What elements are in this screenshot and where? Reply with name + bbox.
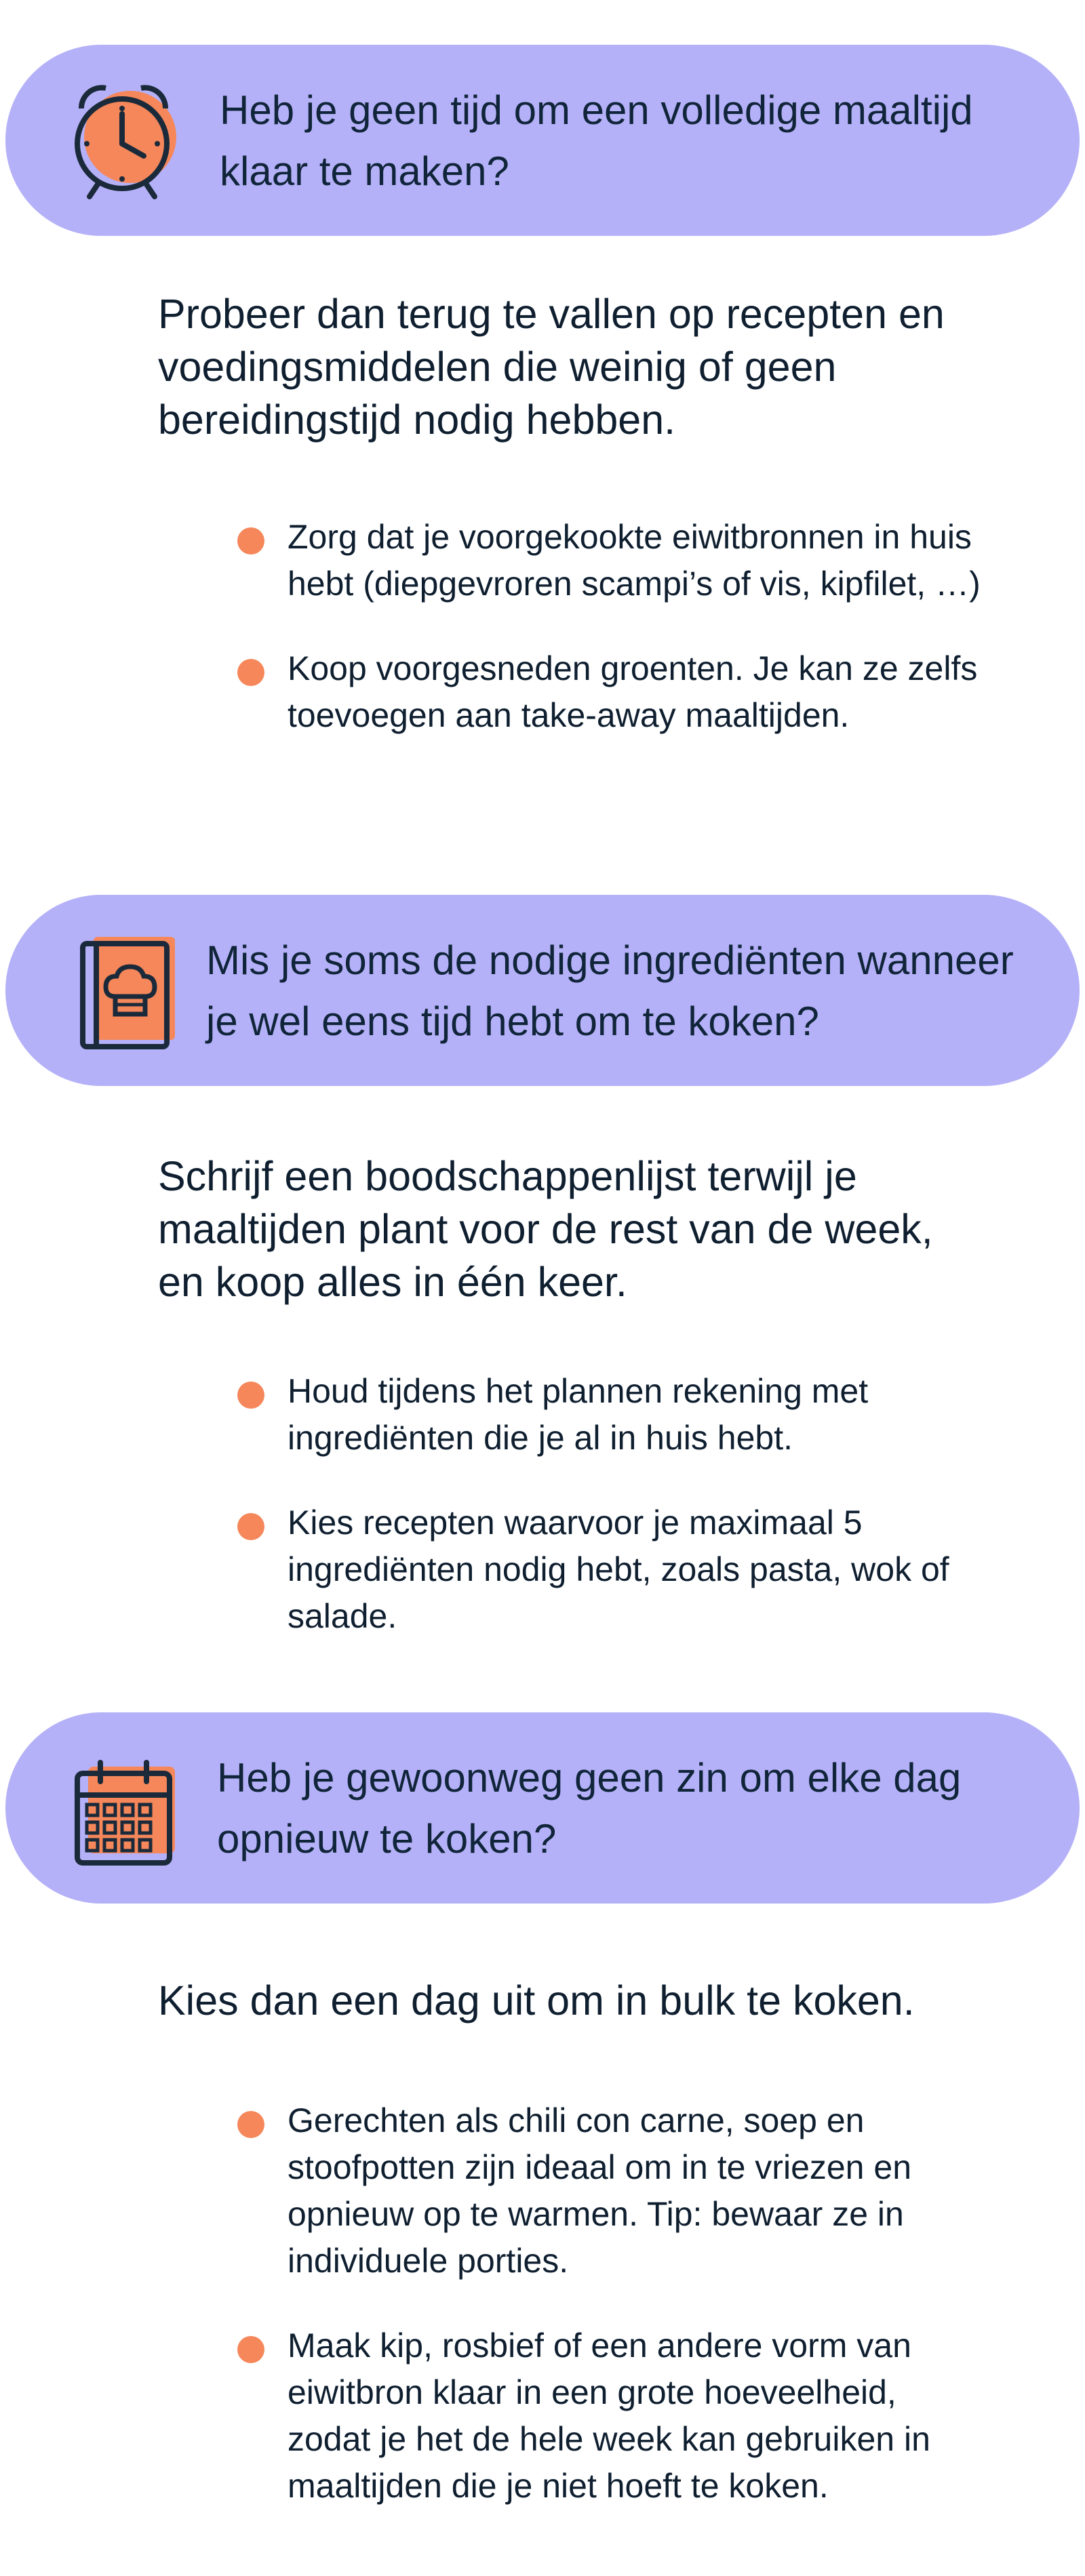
section-3-banner — [5, 1712, 1080, 1904]
bullet-text: Zorg dat je voorgekookte eiwitbronnen in huis hebt (diepgevroren scampi’s of vis, kipfilet, …) — [288, 518, 981, 603]
bullet-text: Kies recepten waarvoor je maximaal 5 ingrediënten nodig hebt, zoals pasta, wok of salade. — [288, 1504, 949, 1635]
section-3-lead: Kies dan een dag uit om in bulk te koken. — [158, 1977, 915, 2024]
cookbook-icon — [73, 926, 189, 1055]
section-2-bullets — [231, 1368, 983, 1678]
list-item — [231, 2097, 983, 2285]
bullet-dot-icon — [237, 2336, 264, 2363]
bullet-text: Houd tijdens het plannen rekening met ingrediënten die je al in huis hebt. — [288, 1372, 869, 1457]
section-2-banner — [5, 895, 1080, 1086]
section-2-title: Mis je soms de nodige ingrediënten wanneer je wel eens tijd hebt om te koken? — [206, 938, 1014, 1044]
section-1-title: Heb je geen tijd om een volledige maaltijd klaar te maken? — [220, 87, 973, 194]
bullet-dot-icon — [237, 1513, 264, 1540]
section-3-bullets — [231, 2097, 983, 2548]
section-2-lead: Schrijf een boodschappenlijst terwijl je maaltijden plant voor de rest van de week, en koop alles in één keer. — [158, 1153, 933, 1305]
bullet-dot-icon — [237, 659, 264, 686]
list-item — [231, 1368, 983, 1462]
section-1-bullets — [231, 514, 983, 777]
bullet-text: Koop voorgesneden groenten. Je kan ze zelfs toevoegen aan take-away maaltijden. — [288, 649, 978, 734]
section-3-title: Heb je gewoonweg geen zin om elke dag opnieuw te koken? — [217, 1755, 962, 1861]
list-item — [231, 514, 983, 607]
list-item — [231, 1500, 983, 1640]
bullet-dot-icon — [237, 1382, 264, 1409]
calendar-icon — [71, 1744, 186, 1872]
bullet-dot-icon — [237, 2111, 264, 2138]
list-item — [231, 645, 983, 739]
bullet-text: Maak kip, rosbief of een andere vorm van eiwitbron klaar in een grote hoeveelheid, zodat je het de hele week kan gebruiken in maaltijden die je niet hoeft te koken. — [288, 2327, 930, 2505]
list-item — [231, 2322, 983, 2510]
bullet-text: Gerechten als chili con carne, soep en stoofpotten zijn ideaal om in te vriezen en opnieuw op te warmen. Tip: bewaar ze in individuele porties. — [288, 2101, 911, 2280]
bullet-dot-icon — [237, 527, 264, 555]
alarm-clock-icon — [71, 76, 186, 205]
section-1-banner — [5, 45, 1080, 236]
section-1-lead: Probeer dan terug te vallen op recepten en voedingsmiddelen die weinig of geen bereidingstijd nodig hebben. — [158, 291, 945, 443]
